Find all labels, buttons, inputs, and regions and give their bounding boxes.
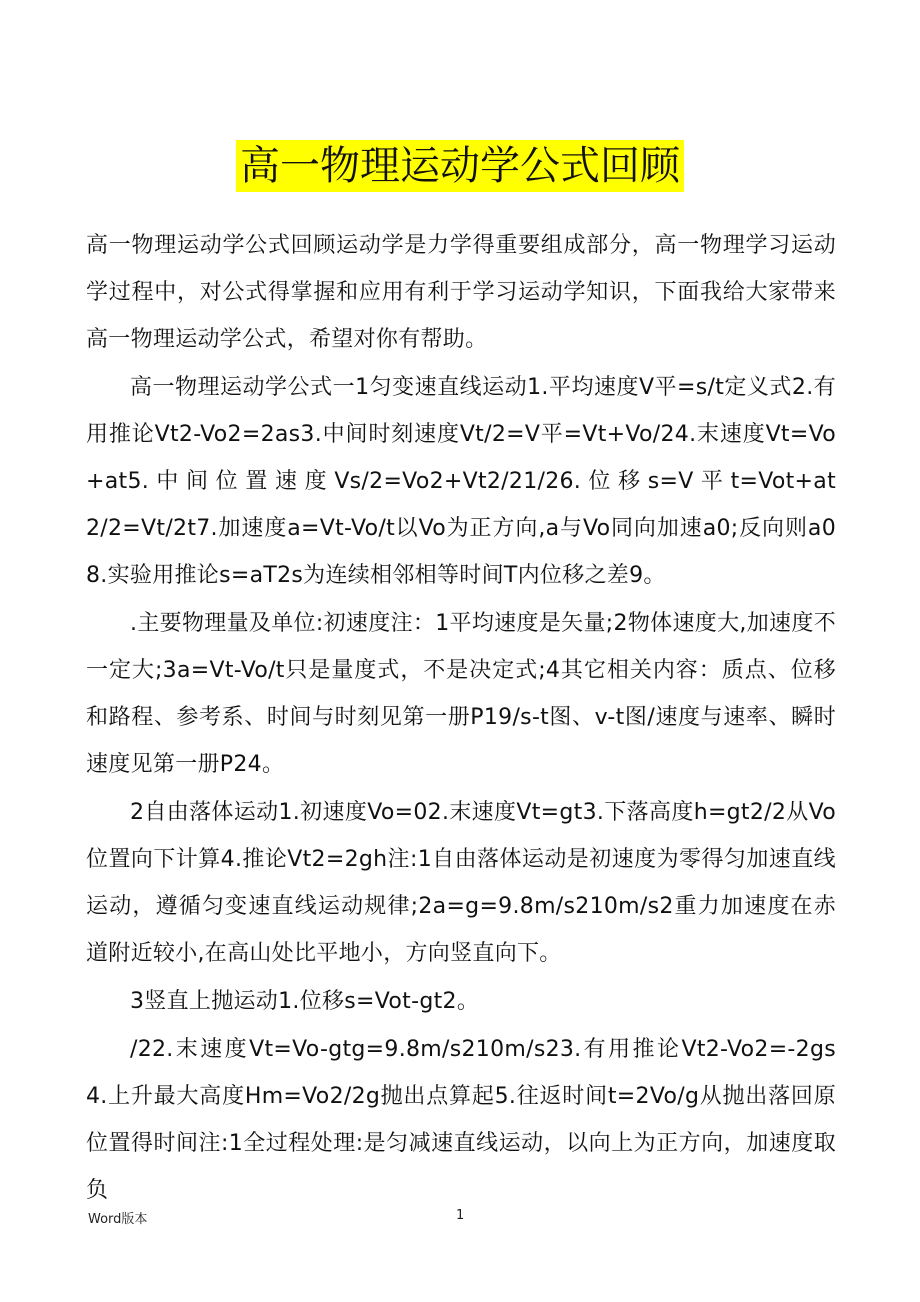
paragraph-intro: 高一物理运动学公式回顾运动学是力学得重要组成部分，高一物理学习运动学过程中，对公式得掌握和应用有利于学习运动学知识，下面我给大家带来高一物理运动学公式，希望对你有帮助。 (86, 233, 836, 352)
page-number: 1 (456, 1208, 465, 1223)
paragraph-vertical-throw: 3竖直上抛运动1.位移s=Vot-gt2。 (130, 989, 480, 1014)
paragraph-uniform-acceleration: 高一物理运动学公式一1匀变速直线运动1.平均速度V平=s/t定义式2.有用推论Vt2-Vo2=2as3.中间时刻速度Vt/2=V平=Vt+Vo/24.末速度Vt=Vo+at5. 中 间 位 置 速 度 Vs/2=Vo2+Vt2/21/26. 位 移 s=V 平 t=Vot+at2/2=Vt/2t7.加速度a=Vt-Vo/t以Vo为正方向,a与Vo同向加速a0;反向则a08.实验用推论s=aT2s为连续相邻相等时间T内位移之差9。 (86, 375, 836, 588)
paragraph-quantities-units: .主要物理量及单位:初速度注：1平均速度是矢量;2物体速度大,加速度不一定大;3a=Vt-Vo/t只是量度式，不是决定式;4其它相关内容：质点、位移和路程、参考系、时间与时刻见第一册P19/s-t图、v-t图/速度与速率、瞬时速度见第一册P24。 (86, 611, 836, 777)
paragraph-vertical-throw-continued: /22.末速度Vt=Vo-gtg=9.8m/s210m/s23.有用推论Vt2-Vo2=-2gs4.上升最大高度Hm=Vo2/2g抛出点算起5.往返时间t=2Vo/g从抛出落回原位置得时间注:1全过程处理:是匀减速直线运动，以向上为正方向，加速度取负 (86, 1037, 836, 1203)
footer-label: Word版本 (88, 1212, 148, 1227)
title-container (0, 140, 920, 192)
paragraph-free-fall: 2自由落体运动1.初速度Vo=02.末速度Vt=gt3.下落高度h=gt2/2从Vo位置向下计算4.推论Vt2=2gh注:1自由落体运动是初速度为零得匀加速直线运动，遵循匀变速直线运动规律;2a=g=9.8m/s210m/s2重力加速度在赤道附近较小,在高山处比平地小，方向竖直向下。 (86, 800, 836, 966)
document-body (86, 222, 836, 1214)
document-title: 高一物理运动学公式回顾 (236, 140, 684, 192)
